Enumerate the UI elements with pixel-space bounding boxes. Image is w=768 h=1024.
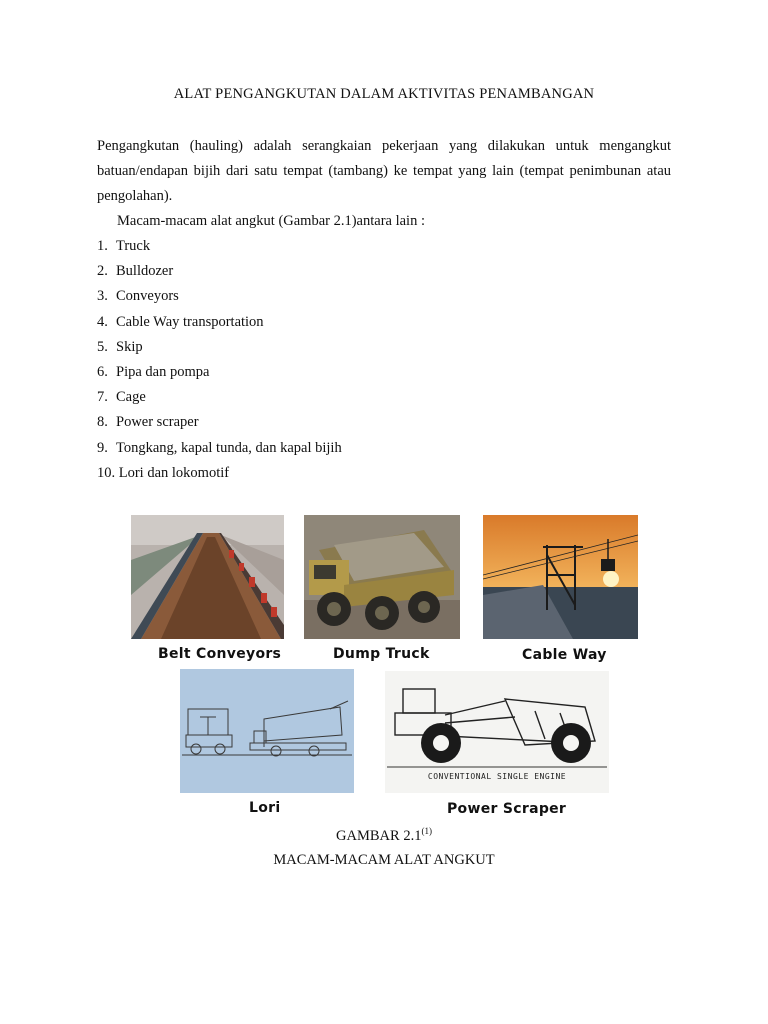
belt-conveyors-caption: Belt Conveyors [158, 646, 282, 662]
cable-way-caption: Cable Way [522, 647, 607, 663]
figure-number: GAMBAR 2.1$^{(1)}$ [336, 826, 432, 844]
lori-caption: Lori [249, 800, 281, 816]
power-scraper-drawing [385, 671, 609, 793]
list-item: 9. Tongkang, kapal tunda, dan kapal bijih [97, 439, 342, 456]
figure-reference: (1) [421, 826, 432, 836]
scraper-label: CONVENTIONAL SINGLE ENGINE [427, 772, 567, 781]
list-item: 4. Cable Way transportation [97, 313, 264, 330]
list-intro: Macam-macam alat angkut (Gambar 2.1)antara lain : [117, 213, 425, 229]
figure-caption: MACAM-MACAM ALAT ANGKUT [273, 852, 495, 868]
list-item: 8. Power scraper [97, 414, 199, 431]
page-title: ALAT PENGANGKUTAN DALAM AKTIVITAS PENAMBANGAN [173, 86, 595, 102]
list-item: 2. Bulldozer [97, 263, 174, 280]
cable-way-photo [483, 515, 638, 639]
power-scraper-caption: Power Scraper [447, 801, 567, 817]
intro-paragraph: Pengangkutan (hauling) adalah serangkaian pekerjaan yang dilakukan untuk mengangkut batuan/endapan bijih dari satu tempat (tambang) ke tempat yang lain (tempat penimbunan atau pengolahan). [97, 138, 671, 204]
belt-conveyor-photo [131, 515, 284, 639]
list-item: 10. Lori dan lokomotif [97, 464, 230, 481]
list-item: 7. Cage [97, 389, 146, 406]
list-item: 6. Pipa dan pompa [97, 364, 210, 381]
lori-drawing [180, 669, 354, 793]
dump-truck-caption: Dump Truck [333, 646, 430, 662]
dump-truck-photo [304, 515, 460, 639]
equipment-list [97, 234, 342, 486]
list-item: 3. Conveyors [97, 288, 179, 305]
list-item: 5. Skip [97, 338, 143, 355]
list-item: 1. Truck [97, 238, 151, 254]
